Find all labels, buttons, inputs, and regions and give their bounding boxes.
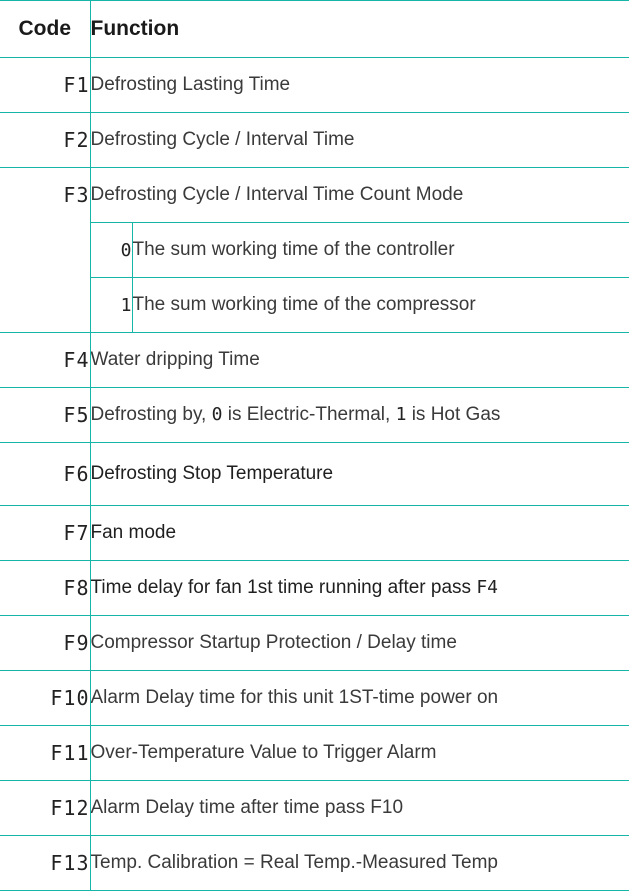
table-row (0, 506, 629, 561)
row-code-f13: F13 (0, 836, 90, 891)
row-function-f11: Over-Temperature Value to Trigger Alarm (90, 726, 629, 781)
table-row (0, 333, 629, 388)
row-code-f2: F2 (0, 113, 90, 168)
row-function-f12: Alarm Delay time after time pass F10 (90, 781, 629, 836)
row-code-spacer-0 (0, 223, 90, 278)
row-function-f9: Compressor Startup Protection / Delay time (90, 616, 629, 671)
header-function: Function (90, 1, 629, 58)
row-code-f4: F4 (0, 333, 90, 388)
table-row (0, 113, 629, 168)
row-code-f11: F11 (0, 726, 90, 781)
table-row (0, 726, 629, 781)
row-code-f7: F7 (0, 506, 90, 561)
f5-digit-zero: 0 (211, 404, 223, 425)
row-code-f9: F9 (0, 616, 90, 671)
row-function-f10: Alarm Delay time for this unit 1ST-time power on (90, 671, 629, 726)
table-row (0, 671, 629, 726)
row-code-f12: F12 (0, 781, 90, 836)
subrow-code-1: 1 (90, 278, 132, 333)
f5-prefix: Defrosting by, (90, 404, 212, 425)
subrow-function-1: The sum working time of the compressor (132, 278, 629, 333)
table-header-row (0, 1, 629, 58)
table-row (0, 616, 629, 671)
table-row (0, 561, 629, 616)
row-code-f6: F6 (0, 443, 90, 506)
f8-prefix: Time delay for fan 1st time running after pass (90, 577, 477, 598)
header-code: Code (0, 1, 90, 58)
row-code-f1: F1 (0, 58, 90, 113)
table-row (0, 58, 629, 113)
row-function-f7: Fan mode (90, 506, 629, 561)
row-function-f8 (90, 561, 629, 616)
row-function-f3: Defrosting Cycle / Interval Time Count Mode (90, 168, 629, 223)
table-row (0, 388, 629, 443)
row-function-f5 (90, 388, 629, 443)
f5-digit-one: 1 (395, 404, 407, 425)
row-code-f5: F5 (0, 388, 90, 443)
row-function-f2: Defrosting Cycle / Interval Time (90, 113, 629, 168)
row-function-f13: Temp. Calibration = Real Temp.-Measured Temp (90, 836, 629, 891)
row-code-f10: F10 (0, 671, 90, 726)
table-row (0, 168, 629, 223)
row-code-spacer-1 (0, 278, 90, 333)
table-subrow (0, 223, 629, 278)
row-function-f1: Defrosting Lasting Time (90, 58, 629, 113)
row-code-f8: F8 (0, 561, 90, 616)
f5-suffix: is Hot Gas (406, 404, 501, 425)
row-code-f3: F3 (0, 168, 90, 223)
table-row (0, 836, 629, 891)
row-function-f4: Water dripping Time (90, 333, 629, 388)
subrow-function-0: The sum working time of the controller (132, 223, 629, 278)
subrow-code-0: 0 (90, 223, 132, 278)
table-subrow (0, 278, 629, 333)
table-row (0, 443, 629, 506)
f8-ref-code: F4 (476, 577, 498, 598)
row-function-f6: Defrosting Stop Temperature (90, 443, 629, 506)
f5-middle: is Electric-Thermal, (222, 404, 396, 425)
table-row (0, 781, 629, 836)
